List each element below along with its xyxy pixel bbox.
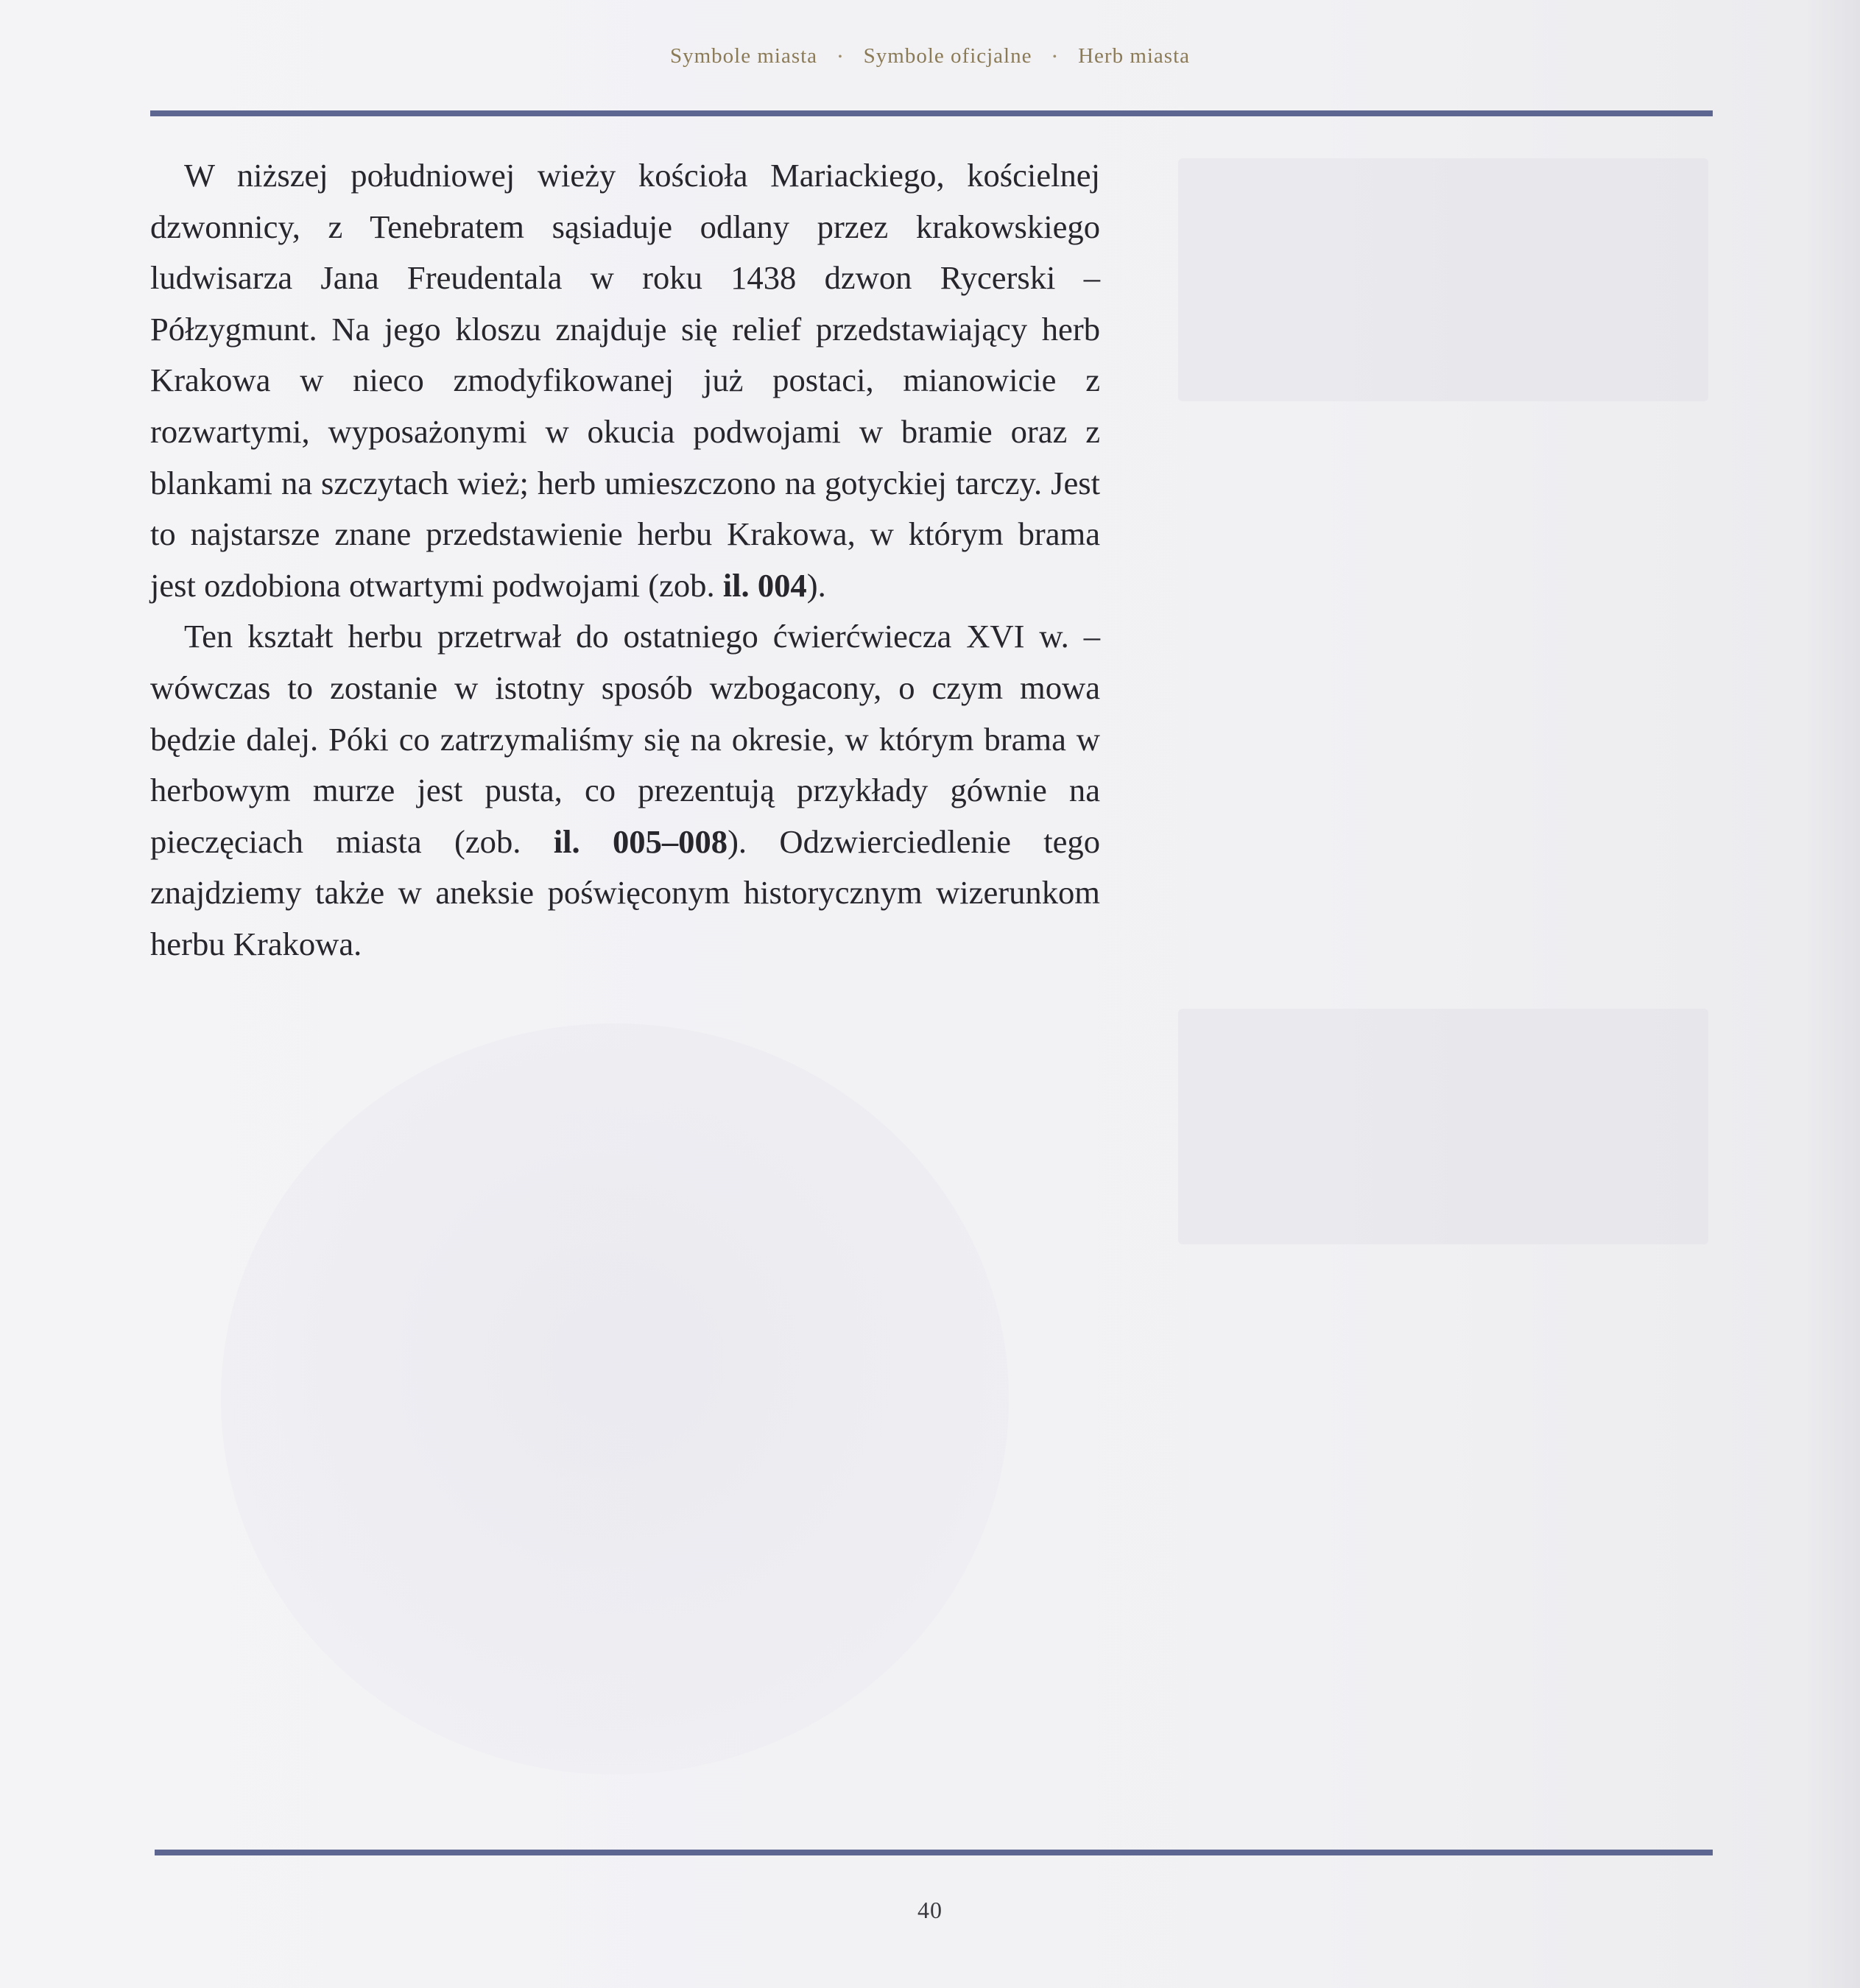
header-separator-2: •: [1052, 51, 1058, 64]
paragraph-1: [150, 150, 1100, 611]
illustration-ref-004: il. 004: [722, 566, 807, 604]
bottom-rule: [155, 1850, 1713, 1855]
paragraph-2: [150, 611, 1100, 970]
show-through-circle: [221, 1023, 1009, 1774]
header-crumb-3: Herb miasta: [1078, 44, 1191, 68]
header-crumb-1: Symbole miasta: [669, 44, 818, 68]
show-through-caption-bottom: [1178, 1009, 1708, 1244]
header-separator-1: •: [838, 51, 843, 64]
paragraph-2-end: ). Odzwierciedlenie tego znajdziemy także w aneksie poświęconym historycznym wizerunkom herbu Krakowa.: [150, 822, 1100, 962]
running-header: [0, 44, 1860, 68]
paragraph-1-end: ).: [806, 566, 826, 604]
main-text: [150, 150, 1100, 970]
show-through-caption-top: [1178, 158, 1708, 401]
top-rule: [150, 110, 1713, 116]
paragraph-1-text: W niższej południowej wieży kościoła Mariackiego, kościelnej dzwonnicy, z Tenebratem sąsiaduje odlany przez krakowskiego ludwisarza Jana Freudentala w roku 1438 dzwon Rycerski – Półzygmunt. Na jego kloszu znajduje się relief przedstawiający herb Krakowa w nieco zmodyfikowanej już postaci, mianowicie z rozwartymi, wyposażonymi w okucia podwojami w bramie oraz z blankami na szczytach wież; herb umieszczono na gotyckiej tarczy. Jest to najstarsze znane przedstawienie herbu Krakowa, w którym brama jest ozdobiona otwartymi podwojami (zob.: [150, 157, 1100, 604]
illustration-ref-005-008: il. 005–008: [553, 822, 728, 860]
page-number: 40: [917, 1897, 943, 1923]
header-crumb-2: Symbole oficjalne: [863, 44, 1032, 68]
paragraph-2-text: Ten kształt herbu przetrwał do ostatniego ćwierćwiecza XVI w. – wówczas to zostanie w istotny sposób wzbogacony, o czym mowa będzie dalej. Póki co zatrzymaliśmy się na okresie, w którym brama w herbowym murze jest pusta, co prezentują przykłady gównie na pieczęciach miasta (zob.: [150, 618, 1100, 860]
